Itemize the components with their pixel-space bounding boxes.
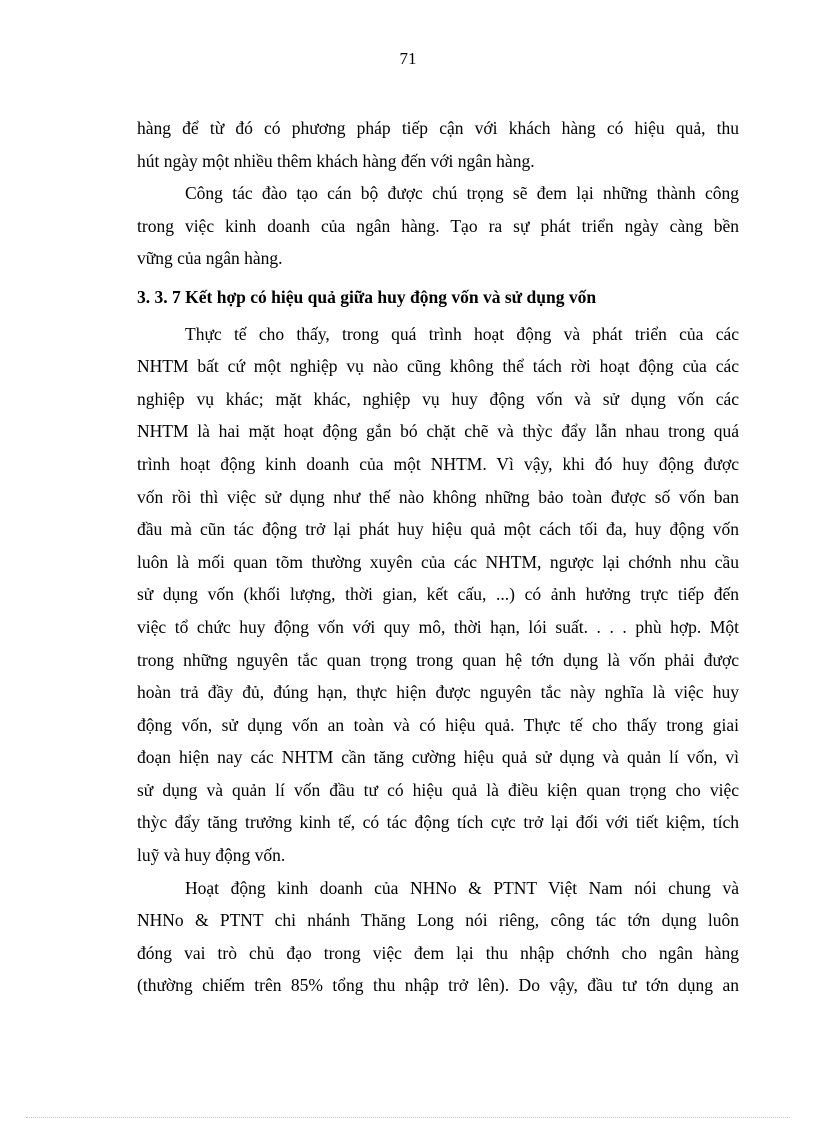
page-body xyxy=(137,112,739,1002)
text-line: trình hoạt động kinh doanh của một NHTM. Vì vậy, khi đó huy động được xyxy=(137,453,739,474)
paragraph-intro-continuation xyxy=(137,112,739,177)
text-line: NHTM bất cứ một nghiệp vụ nào cũng không thể tách rời hoạt động của các xyxy=(137,356,739,377)
text-line: thỳc đẩy tăng trưởng kinh tế, có tác động tích cực trở lại đối với tiết kiệm, tích xyxy=(137,812,739,833)
text-line: vững của ngân hàng. xyxy=(137,248,283,269)
section-heading: 3. 3. 7 Kết hợp có hiệu quả giữa huy động vốn và sử dụng vốn xyxy=(137,286,597,307)
paragraph-section-body xyxy=(137,318,739,872)
text-line: động vốn, sử dụng vốn an toàn và có hiệu quả. Thực tế cho thấy trong giai xyxy=(137,714,739,735)
text-line: hàng để từ đó có phương pháp tiếp cận với khách hàng có hiệu quả, thu xyxy=(137,118,739,138)
paragraph-training xyxy=(137,177,739,275)
text-line: Công tác đào tạo cán bộ được chú trọng sẽ đem lại những thành công xyxy=(185,183,739,204)
page-bottom-divider xyxy=(26,1117,790,1118)
text-line: sử dụng và quản lí vốn đầu tư có hiệu quả là điều kiện quan trọng cho việc xyxy=(137,779,739,800)
text-line: (thường chiếm trên 85% tổng thu nhập trở lên). Do vậy, đầu tư tớn dụng an xyxy=(137,975,739,996)
text-line: trong những nguyên tắc quan trọng trong quan hệ tớn dụng là vốn phải được xyxy=(137,649,739,670)
text-line: sử dụng vốn (khối lượng, thời gian, kết cấu, ...) có ảnh hưởng trực tiếp đến xyxy=(137,584,739,605)
text-line: NHTM là hai mặt hoạt động gắn bó chặt chẽ và thỳc đẩy lẫn nhau trong quá xyxy=(137,421,739,442)
text-line: việc tổ chức huy động vốn với quy mô, thời hạn, lói suất. . . . phù hợp. Một xyxy=(137,616,739,637)
text-line: đóng vai trò chủ đạo trong việc đem lại thu nhập chớnh cho ngân hàng xyxy=(137,942,739,963)
text-line: hoàn trả đầy đủ, đúng hạn, thực hiện được nguyên tắc này nghĩa là việc huy xyxy=(137,682,739,703)
text-line: Hoạt động kinh doanh của NHNo & PTNT Việt Nam nói chung và xyxy=(185,877,739,898)
text-line: đầu mà cũn tác động trở lại phát huy hiệu quả một cách tối đa, huy động vốn xyxy=(137,519,739,540)
text-line: trong việc kinh doanh của ngân hàng. Tạo ra sự phát triển ngày càng bền xyxy=(137,215,739,236)
page-number: 71 xyxy=(399,49,417,68)
text-line: hút ngày một nhiều thêm khách hàng đến với ngân hàng. xyxy=(137,150,535,171)
text-line: nghiệp vụ khác; mặt khác, nghiệp vụ huy động vốn và sử dụng vốn các xyxy=(137,388,739,409)
paragraph-nhno-credit xyxy=(137,872,739,1002)
text-line: luôn là mối quan tõm thường xuyên của các NHTM, ngược lại chớnh nhu cầu xyxy=(137,551,739,572)
text-line: đoạn hiện nay các NHTM cần tăng cường hiệu quả sử dụng và quản lí vốn, vì xyxy=(137,747,739,768)
text-line: NHNo & PTNT chi nhánh Thăng Long nói riêng, công tác tớn dụng luôn xyxy=(137,910,739,931)
text-line: luỹ và huy động vốn. xyxy=(137,845,286,866)
text-line: Thực tế cho thấy, trong quá trình hoạt động và phát triển của các xyxy=(185,323,739,344)
text-line: vốn rồi thì việc sử dụng như thế nào không những bảo toàn được số vốn ban xyxy=(137,486,739,507)
